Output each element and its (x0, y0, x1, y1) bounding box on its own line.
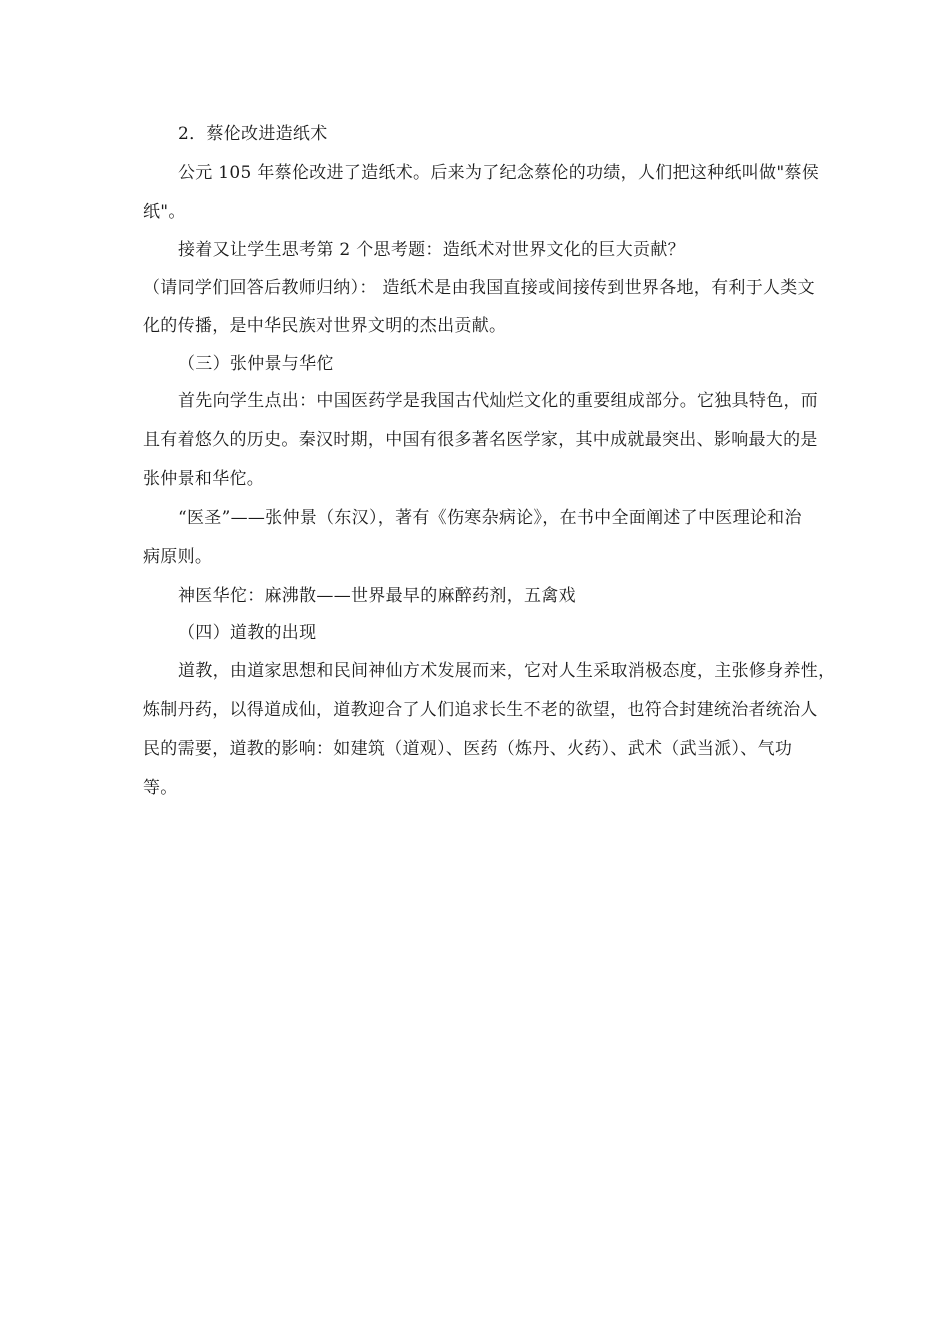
paragraph-line: 且有着悠久的历史。秦汉时期，中国有很多著名医学家，其中成就最突出、影响最大的是 (143, 430, 818, 450)
subheading-cai-lun: 2．蔡伦改进造纸术 (178, 124, 328, 144)
section-heading-zhang-hua: （三）张仲景与华佗 (178, 354, 334, 374)
paragraph-line: 张仲景和华佗。 (143, 469, 265, 489)
paragraph-line: 民的需要，道教的影响：如建筑（道观）、医药（炼丹、火药）、武术（武当派）、气功 (143, 739, 793, 759)
paragraph-line: 纸"。 (143, 202, 186, 222)
paragraph-line: 接着又让学生思考第 2 个思考题：造纸术对世界文化的巨大贡献？ (178, 240, 685, 260)
paragraph-line: “医圣”——张仲景（东汉），著有《伤寒杂病论》，在书中全面阐述了中医理论和治 (178, 508, 802, 528)
paragraph-line: 炼制丹药，以得道成仙，道教迎合了人们追求长生不老的欲望，也符合封建统治者统治人 (143, 700, 818, 720)
paragraph-line: 神医华佗：麻沸散——世界最早的麻醉药剂，五禽戏 (178, 586, 576, 606)
section-heading-taoism: （四）道教的出现 (178, 623, 317, 643)
paragraph-line: 病原则。 (143, 547, 213, 567)
paragraph-line: 道教，由道家思想和民间神仙方术发展而来，它对人生采取消极态度，主张修身养性， (178, 661, 836, 681)
paragraph-line: 等。 (143, 778, 178, 798)
paragraph-line: （请同学们回答后教师归纳）： 造纸术是由我国直接或间接传到世界各地，有利于人类文 (143, 278, 815, 298)
paragraph-line: 首先向学生点出：中国医药学是我国古代灿烂文化的重要组成部分。它独具特色，而 (178, 391, 819, 411)
paragraph-line: 公元 105 年蔡伦改进了造纸术。后来为了纪念蔡伦的功绩，人们把这种纸叫做"蔡侯 (178, 163, 820, 183)
paragraph-line: 化的传播，是中华民族对世界文明的杰出贡献。 (143, 316, 507, 336)
